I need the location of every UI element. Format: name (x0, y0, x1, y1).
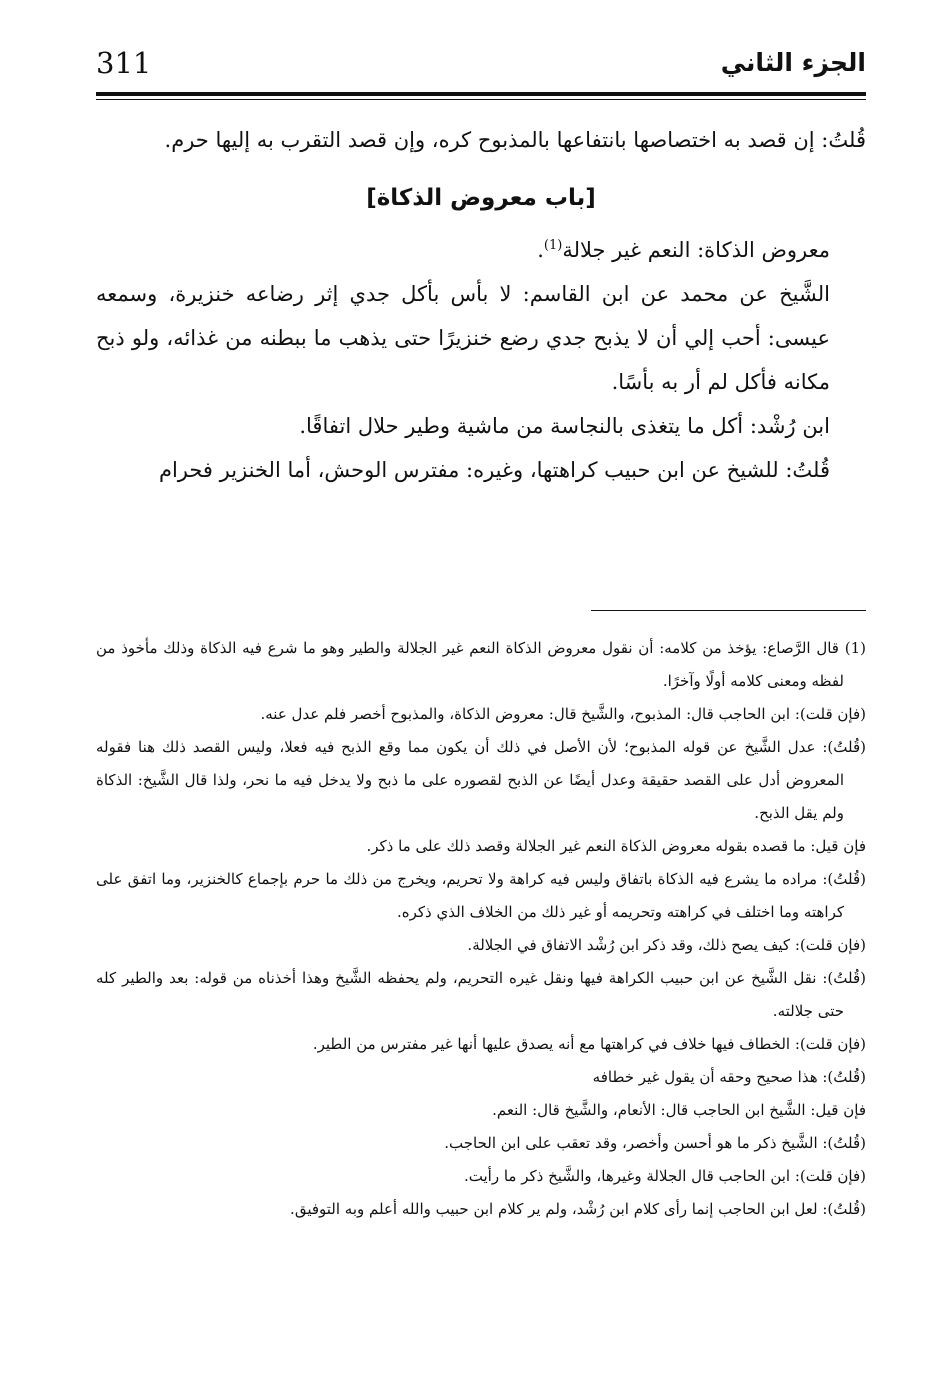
footnotes (96, 632, 866, 1226)
paragraph-3: الشَّيخ عن محمد عن ابن القاسم: لا بأس بأكل جدي إثر رضاعه خنزيرة، وسمعه عيسى: أحب إلي أن لا يذبح جدي رضع خنزيرًا حتى يذهب ما ببطنه من غذائه، ولو ذبح مكانه فأكل لم أر به بأسًا. (96, 282, 830, 394)
footnote-line: فإن قيل: الشَّيخ ابن الحاجب قال: الأنعام، والشَّيخ قال: النعم. (492, 1101, 866, 1119)
paragraph-2-text: معروض الذكاة: النعم غير جلالة (562, 238, 830, 262)
main-text (96, 118, 866, 492)
footnote-marker: (1) (543, 238, 563, 253)
footnote-line: (قُلتُ): لعل ابن الحاجب إنما رأى كلام ابن رُشْد، ولم ير كلام ابن حبيب والله أعلم وبه التوفيق. (290, 1200, 866, 1218)
running-title: الجزء الثاني (720, 48, 866, 77)
footnote-line: (فإن قلت): ابن الحاجب قال: المذبوح، والشَّيخ قال: معروض الذكاة، والمذبوح أخصر فلم عدل عنه. (260, 705, 866, 723)
page-header (96, 46, 866, 90)
footnote-line: (فإن قلت): ابن الحاجب قال الجلالة وغيرها، والشَّيخ ذكر ما رأيت. (463, 1167, 866, 1185)
footnote-line: (قُلتُ): الشَّيخ ذكر ما هو أحسن وأخصر، وقد تعقب على ابن الحاجب. (444, 1134, 866, 1152)
paragraph-4: ابن رُشْد: أكل ما يتغذى بالنجاسة من ماشية وطير حلال اتفاقًا. (299, 414, 830, 438)
footnote-line: (قُلتُ): هذا صحيح وحقه أن يقول غير خطافه (592, 1068, 866, 1086)
section-heading: [باب معروض الذكاة] (366, 185, 596, 211)
footnote-separator (591, 610, 866, 611)
header-rule-thin (96, 99, 866, 100)
footnote-line: (قُلتُ): عدل الشَّيخ عن قوله المذبوح؛ لأن الأصل في ذلك أن يكون مما وقع الذبح فيه فعلا، وليس القصد ذلك هنا فقوله المعروض أدل على القصد حقيقة وعدل أيضًا عن الذبح لقصوره على ما ذبح ولا يدخل فيه ما نحر، ولذا قال الشَّيخ: الذكاة ولم يقل الذبح. (96, 738, 866, 822)
paragraph-1: قُلتُ: إن قصد به اختصاصها بانتفاعها بالمذبوح كره، وإن قصد التقرب به إليها حرم. (164, 128, 866, 152)
paragraph-2 (96, 228, 866, 272)
paragraph-2-end: . (537, 238, 544, 262)
page-number: 311 (96, 46, 152, 80)
footnote-line: (فإن قلت): كيف يصح ذلك، وقد ذكر ابن رُشْد الاتفاق في الجلالة. (467, 936, 866, 954)
footnote-line: (قُلتُ): مراده ما يشرع فيه الذكاة باتفاق وليس فيه كراهة ولا تحريم، ويخرج من ذلك ما حرم بإجماع كالخنزير، وما اتفق على كراهته وما اختلف في كراهته وتحريمه أو غير ذلك من الخلاف الذي ذكره. (96, 870, 866, 921)
header-rule-thick (96, 92, 866, 96)
footnote-line: (فإن قلت): الخطاف فيها خلاف في كراهتها مع أنه يصدق عليها أنها غير مفترس من الطير. (312, 1035, 866, 1053)
footnote-line: فإن قيل: ما قصده بقوله معروض الذكاة النعم غير الجلالة وقصد ذلك على ما ذكر. (366, 837, 866, 855)
paragraph-5: قُلتُ: للشيخ عن ابن حبيب كراهتها، وغيره: مفترس الوحش، أما الخنزير فحرام (158, 458, 830, 482)
footnote-line: (قُلتُ): نقل الشَّيخ عن ابن حبيب الكراهة فيها ونقل غيره التحريم، ولم يحفظه الشَّيخ وهذا أخذناه من قوله: بعد والطير كله حتى جلالته. (96, 969, 866, 1020)
footnote-line: (1) قال الرَّصاع: يؤخذ من كلامه: أن نقول معروض الذكاة النعم غير الجلالة والطير وهو ما شرع فيه الذكاة وذلك مأخوذ من لفظه ومعنى كلامه أولًا وآخرًا. (96, 639, 866, 690)
